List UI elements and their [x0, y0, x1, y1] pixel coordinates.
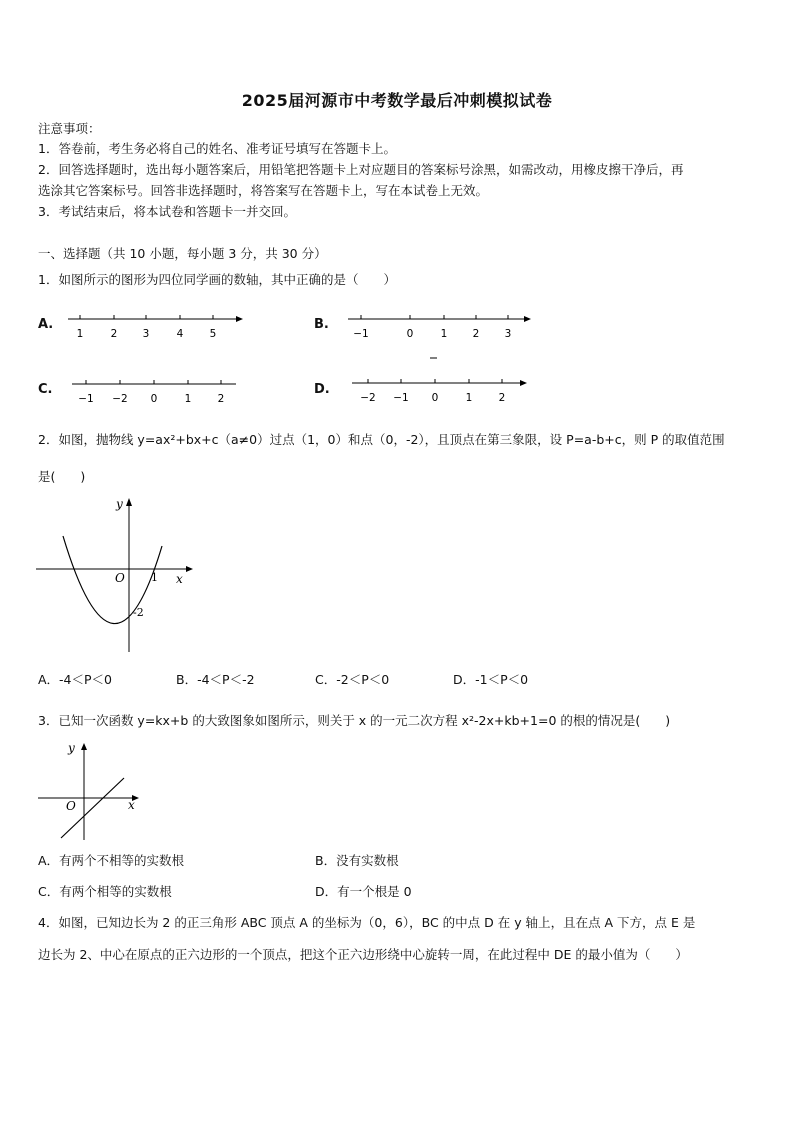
q2-option-b: B．-4＜P＜-2: [176, 672, 255, 687]
tick-label: 0: [150, 393, 158, 405]
origin-label: O: [115, 571, 125, 585]
q1-option-c-label: C.: [38, 382, 53, 397]
tick-label: 3: [504, 328, 512, 340]
notice-item: 1．答卷前，考生务必将自己的姓名、准考证号填写在答题卡上。: [38, 141, 396, 156]
tick-label: 4: [176, 328, 184, 340]
tick-label: 0: [406, 328, 414, 340]
tick-label: 1: [184, 393, 192, 405]
tick-label: −2: [360, 392, 376, 404]
section-heading: 一、选择题（共 10 小题，每小题 3 分，共 30 分）: [38, 246, 327, 261]
tick-label: −1: [393, 392, 409, 404]
question-4-stem: 4．如图，已知边长为 2 的正三角形 ABC 顶点 A 的坐标为（0，6），BC 的中点 D 在 y 轴上，且在点 A 下方，点 E 是: [38, 915, 696, 930]
q2-parabola-graph: [36, 492, 196, 654]
q3-option-b: B．没有实数根: [315, 853, 399, 868]
notice-item: 3．考试结束后，将本试卷和答题卡一并交回。: [38, 204, 296, 219]
x-axis-label: x: [176, 572, 183, 586]
q3-option-a: A．有两个不相等的实数根: [38, 853, 185, 868]
tick-label: −2: [112, 393, 128, 405]
q1-option-d-label: D.: [314, 382, 330, 397]
tick-label: 3: [142, 328, 150, 340]
tick-label: 1: [76, 328, 84, 340]
tick-label: −1: [353, 328, 369, 340]
q2-option-a: A．-4＜P＜0: [38, 672, 113, 687]
q3-linear-graph: [36, 736, 146, 844]
q2-option-c: C．-2＜P＜0: [315, 672, 390, 687]
tick-label: 2: [472, 328, 480, 340]
tick-label: 2: [498, 392, 506, 404]
q2-option-d: D．-1＜P＜0: [453, 672, 529, 687]
question-4-stem-cont: 边长为 2、中心在原点的正六边形的一个顶点，把这个正六边形绕中心旋转一周，在此过程中 DE 的最小值为（ ）: [38, 947, 688, 962]
q3-option-c: C．有两个相等的实数根: [38, 884, 172, 899]
tick-label: 1: [465, 392, 473, 404]
y-intercept-label: -2: [133, 606, 144, 619]
tick-label: 2: [217, 393, 225, 405]
x-axis-label: x: [128, 798, 135, 812]
q3-option-d: D．有一个根是 0: [315, 884, 412, 899]
tick-label: 5: [209, 328, 217, 340]
tick-label: −1: [78, 393, 94, 405]
question-3-stem: 3．已知一次函数 y=kx+b 的大致图象如图所示，则关于 x 的一元二次方程 x²-2x+kb+1=0 的根的情况是( ): [38, 713, 671, 728]
notice-item: 2．回答选择题时，选出每小题答案后，用铅笔把答题卡上对应题目的答案标号涂黑，如需改动，用橡皮擦干净后，再: [38, 162, 684, 177]
q1-option-a-label: A.: [38, 317, 54, 332]
tick-label: 2: [110, 328, 118, 340]
page-title: 2025届河源市中考数学最后冲刺模拟试卷: [241, 91, 553, 110]
q1-option-c-number-line: [64, 373, 244, 411]
q1-option-d-number-line: [344, 372, 534, 410]
notice-item: 选涂其它答案标号。回答非选择题时，将答案写在答题卡上，写在本试卷上无效。: [38, 183, 489, 198]
q1-option-a-number-line: [60, 308, 250, 346]
question-2-stem: 2．如图，抛物线 y=ax²+bx+c（a≠0）过点（1，0）和点（0，-2），且顶点在第三象限，设 P=a-b+c，则 P 的取值范围: [38, 432, 725, 447]
x-intercept-label: 1: [151, 571, 158, 584]
question-1-stem: 1．如图所示的图形为四位同学画的数轴，其中正确的是（ ）: [38, 272, 396, 287]
y-axis-label: y: [68, 741, 75, 755]
tick-label: 0: [431, 392, 439, 404]
parabola-curve: [63, 536, 162, 624]
q1-option-b-label: B.: [314, 317, 329, 332]
q1-option-b-number-line: [340, 308, 540, 366]
y-axis-label: y: [116, 497, 123, 511]
notice-heading: 注意事项：: [38, 121, 101, 136]
question-2-stem-cont: 是( ): [38, 469, 86, 484]
origin-label: O: [66, 799, 76, 813]
tick-label: 1: [440, 328, 448, 340]
